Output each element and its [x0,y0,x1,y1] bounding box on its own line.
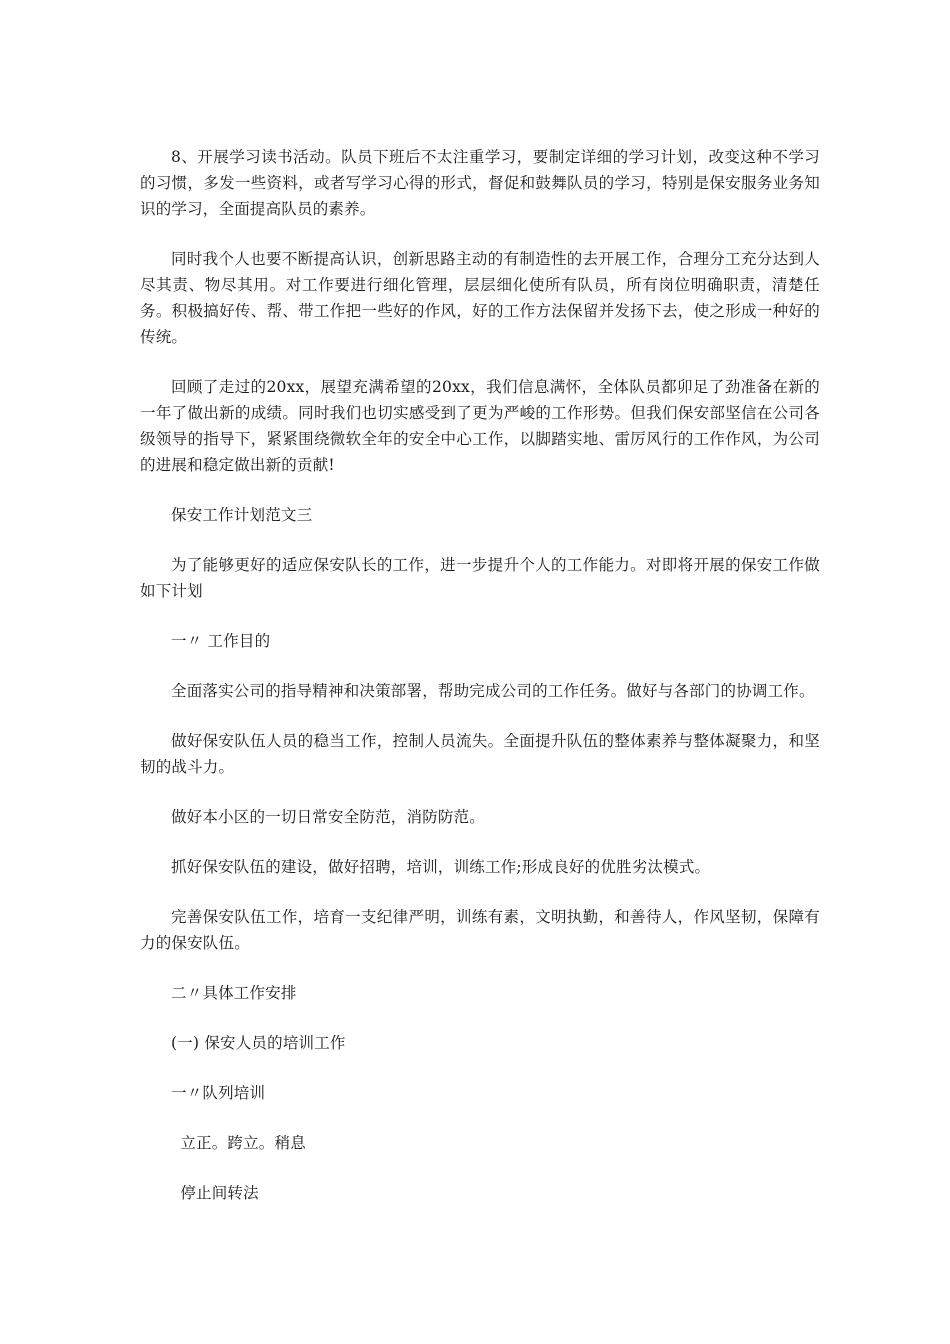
paragraph-goal-5: 完善保安队伍工作，培育一支纪律严明，训练有素，文明执勤，和善待人，作风坚韧，保障有力的保安队伍。 [140,908,820,952]
paragraph-goal-3: 做好本小区的一切日常安全防范，消防防范。 [171,808,486,826]
heading-work-goals: 一〃 工作目的 [171,632,271,650]
heading-drill-training: 一〃队列培训 [171,1084,266,1102]
list-item-turning: 停止间转法 [180,1184,259,1202]
paragraph-goal-1: 全面落实公司的指导精神和决策部署，帮助完成公司的工作任务。做好与各部门的协调工作。 [171,682,815,700]
paragraph-intro: 为了能够更好的适应保安队长的工作，进一步提升个人的工作能力。对即将开展的保安工作做如下计划 [140,556,820,600]
paragraph-personal-improvement: 同时我个人也要不断提高认识，创新思路主动的有制造性的去开展工作，合理分工充分达到人尽其责、物尽其用。对工作要进行细化管理，层层细化使所有队员，所有岗位明确职责，清楚任务。积极搞好传、帮、带工作把一些好的作风，好的工作方法保留并发扬下去，使之形成一种好的传统。 [140,250,820,346]
paragraph-reading-activity: 8、开展学习读书活动。队员下班后不太注重学习，要制定详细的学习计划，改变这种不学习的习惯，多发一些资料，或者写学习心得的形式，督促和鼓舞队员的学习，特别是保安服务业务知识的学习，全面提高队员的素养。 [140,148,820,218]
paragraph-goal-4: 抓好保安队伍的建设，做好招聘，培训，训练工作;形成良好的优胜劣汰模式。 [171,858,711,876]
section-title-plan-three: 保安工作计划范文三 [171,506,313,524]
document-page [140,144,820,1206]
heading-work-arrangement: 二〃具体工作安排 [171,984,297,1002]
heading-training: (一) 保安人员的培训工作 [171,1034,346,1052]
paragraph-review: 回顾了走过的20xx，展望充满希望的20xx，我们信息满怀，全体队员都卯足了劲准备在新的一年了做出新的成绩。同时我们也切实感受到了更为严峻的工作形势。但我们保安部坚信在公司各级领导的指导下，紧紧围绕微软全年的安全中心工作，以脚踏实地、雷厉风行的工作作风，为公司的进展和稳定做出新的贡献! [140,378,820,474]
list-item-stand-positions: 立正。跨立。稍息 [180,1134,306,1152]
paragraph-goal-2: 做好保安队伍人员的稳当工作，控制人员流失。全面提升队伍的整体素养与整体凝聚力，和坚韧的战斗力。 [140,732,820,776]
